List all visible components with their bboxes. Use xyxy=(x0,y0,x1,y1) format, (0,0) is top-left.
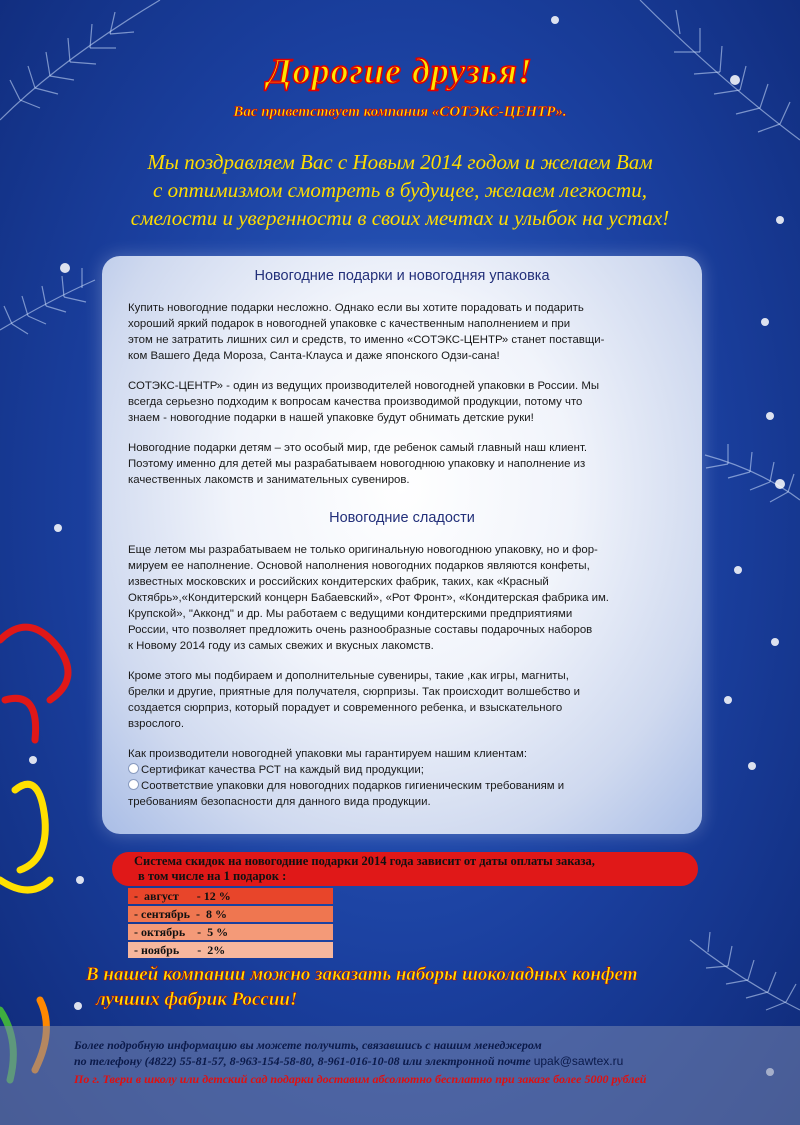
text-line: Как производители новогодней упаковки мы гарантируем нашим клиентам: xyxy=(128,748,528,760)
text-line: мируем ее наполнение. Основой наполнения новогодних подарков являются конфеты, xyxy=(128,560,590,572)
snowflake-icon xyxy=(761,318,769,326)
paragraph-sweets xyxy=(128,542,684,654)
text-line: России, что позволяет предложить очень разнообразные составы подарочных наборов xyxy=(128,624,593,636)
page-title: Дорогие друзья! xyxy=(267,51,533,91)
footer-info-line: Более подробную информацию вы можете получить, связавшись с нашим менеджером xyxy=(74,1038,542,1052)
discount-heading xyxy=(134,854,595,884)
text-line: брелки и другие, приятные для получателя, сюрпризы. Так происходит волшебство и xyxy=(128,686,581,698)
snowflake-icon xyxy=(74,1002,82,1010)
text-line: Система скидок на новогодние подарки 2014 года зависит от даты оплаты заказа, xyxy=(134,854,595,868)
ribbon-decoration xyxy=(0,627,68,1080)
text-line: Крупской», "Акконд" и др. Мы работаем с ведущими кондитерскими предприятиями xyxy=(128,608,573,620)
snowflake-icon xyxy=(54,524,62,532)
new-year-greeting xyxy=(60,148,740,232)
text-line: Кроме этого мы подбираем и дополнительные сувениры, такие ,как игры, магниты, xyxy=(128,670,569,682)
text-line: лучших фабрик России! xyxy=(96,989,298,1010)
text-line: Октябрь»,«Кондитерский концерн Бабаевский», «Рот Фронт», «Кондитерская фабрика им. xyxy=(128,592,609,604)
discount-row-august: - август - 12 % xyxy=(128,888,333,904)
snowflake-icon xyxy=(776,216,784,224)
footer-contacts-line xyxy=(74,1054,623,1069)
snowflake-icon xyxy=(734,566,742,574)
paragraph-gifts-intro xyxy=(128,300,684,364)
snowflake-icon xyxy=(60,263,70,273)
section-heading-sweets: Новогодние сладости xyxy=(329,510,475,526)
greeting-line: с оптимизмом смотреть в будущее, желаем легкости, xyxy=(153,178,647,202)
pine-branch-left xyxy=(0,268,95,334)
snowflake-icon xyxy=(775,479,785,489)
footer-delivery-note: По г. Твери в школу или детский сад подарки доставим абсолютно бесплатно при заказе более 5000 рублей xyxy=(74,1072,647,1086)
footer-phones: по телефону (4822) 55-81-57, 8-963-154-58-80, 8-961-016-10-08 или электронной почте xyxy=(74,1054,531,1068)
text-line: взрослого. xyxy=(128,718,185,730)
bullet-icon xyxy=(128,763,139,774)
text-line: Новогодние подарки детям – это особый мир, где ребенок самый главный наш клиент. xyxy=(128,442,588,454)
pine-branch-right xyxy=(705,444,800,502)
chocolate-offer xyxy=(86,962,746,1012)
text-line: к Новому 2014 году из самых свежих и вкусных лакомств. xyxy=(128,640,434,652)
text-line: В нашей компании можно заказать наборы шоколадных конфет xyxy=(86,964,638,985)
paragraph-guarantees xyxy=(128,746,684,810)
company-greeting: Вас приветствует компания «СОТЭКС-ЦЕНТР». xyxy=(233,104,567,120)
discount-row-october: - октябрь - 5 % xyxy=(128,924,333,940)
paragraph-children xyxy=(128,440,684,488)
bullet-text: Соответствие упаковки для новогодних подарков гигиеническим требованиям и xyxy=(141,780,565,792)
text-line: Еще летом мы разрабатываем не только оригинальную новогоднюю упаковку, но и фор- xyxy=(128,544,598,556)
discount-row-november: - ноябрь - 2% xyxy=(128,942,333,958)
greeting-line: Мы поздравляем Вас с Новым 2014 годом и желаем Вам xyxy=(147,150,653,174)
text-line: в том числе на 1 подарок : xyxy=(138,869,287,883)
snowflake-icon xyxy=(76,876,84,884)
snowflake-icon xyxy=(766,412,774,420)
text-line: качественных лакомств и занимательных сувениров. xyxy=(128,474,410,486)
paragraph-company xyxy=(128,378,684,426)
greeting-line: смелости и уверенности в своих мечтах и улыбок на устах! xyxy=(130,206,670,230)
email-link[interactable]: upak@sawtex.ru xyxy=(533,1054,624,1068)
snowflake-icon xyxy=(748,762,756,770)
text-line: создается сюрприз, который порадует и современного ребенка, и взыскательного xyxy=(128,702,563,714)
section-heading-gifts: Новогодние подарки и новогодняя упаковка xyxy=(254,268,550,284)
snowflake-icon xyxy=(551,16,559,24)
paragraph-souvenirs xyxy=(128,668,684,732)
text-line: знаем - новогодние подарки в нашей упаковке будут обнимать детские руки! xyxy=(128,412,534,424)
snowflake-icon xyxy=(771,638,779,646)
discount-row-september: - сентябрь - 8 % xyxy=(128,906,333,922)
text-line: этом не затратить лишних сил и средств, то именно «СОТЭКС-ЦЕНТР» станет поставщи- xyxy=(128,334,605,346)
text-line: требованиям безопасности для данного вида продукции. xyxy=(128,796,431,808)
snowflake-icon xyxy=(29,756,37,764)
bullet-item xyxy=(128,762,684,778)
text-line: хороший яркий подарок в новогодней упаковке с качественным наполнением и при xyxy=(128,318,571,330)
text-line: ком Вашего Деда Мороза, Санта-Клауса и даже японского Одзи-сана! xyxy=(128,350,500,362)
text-line: Поэтому именно для детей мы разрабатываем новогоднюю упаковку и наполнение из xyxy=(128,458,586,470)
bullet-icon xyxy=(128,779,139,790)
text-line: всегда серьезно подходим к вопросам качества производимой продукции, потому что xyxy=(128,396,583,408)
text-line: Купить новогодние подарки несложно. Однако если вы хотите порадовать и подарить xyxy=(128,302,584,314)
bullet-item xyxy=(128,778,684,794)
text-line: известных московских и российских кондитерских фабрик, таких, как «Красный xyxy=(128,576,549,588)
text-line: СОТЭКС-ЦЕНТР» - один из ведущих производителей новогодней упаковки в России. Мы xyxy=(128,380,600,392)
bullet-text: Сертификат качества РСТ на каждый вид продукции; xyxy=(141,764,424,776)
content-panel xyxy=(102,256,702,834)
snowflake-icon xyxy=(724,696,732,704)
